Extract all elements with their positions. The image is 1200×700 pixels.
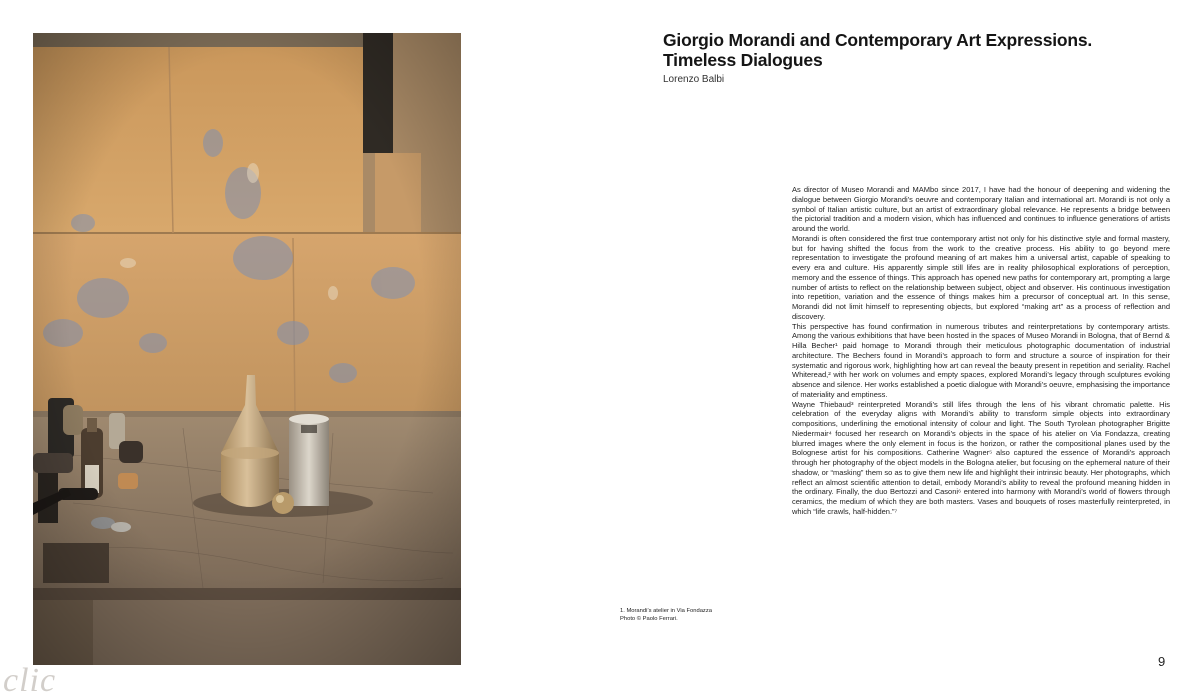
essay-body [792, 185, 1170, 517]
atelier-photograph [33, 33, 461, 665]
page-number: 9 [1158, 654, 1166, 669]
watermark: clic [3, 662, 57, 699]
paragraph: Wayne Thiebaud³ reinterpreted Morandi’s still lifes through the lens of his vibrant chromatic palette. His celebration of the everyday aligns with Morandi’s ability to transform simple objects into extraordinary compositions, underlining the emotional intensity of colour and light. The South Tyrolean photographer Brigitte Niedermair⁴ focused her research on Morandi’s objects in the space of his atelier on Via Fondazza, creating blurred images where the only element in focus is the horizon, or rather the compositional planes used by the Bolognese artist for his compositions. Catherine Wagner⁵ also captured the essence of Morandi’s approach through her photography of the object models in the Bologna atelier, but focusing on the ephemeral nature of their shadow, or “masking” them so as to give them new life and highlight their intrinsic beauty. Her photographs, which reflect an almost scientific attention to detail, embody Morandi’s ability to reveal the profound meaning hidden in the ordinary. Finally, the duo Bertozzi and Casoni⁶ entered into harmony with Morandi’s world of flowers through ceramics, the medium of which they are both masters. Vases and bouquets of roses masterfully reinterpreted, in which “life crawls, half-hidden.”⁷ [792, 399, 1170, 516]
title-line-2: Timeless Dialogues [663, 50, 823, 70]
photo-caption [620, 607, 770, 623]
photograph-morandi-atelier-icon [33, 33, 461, 665]
paragraph: Morandi is often considered the first true contemporary artist not only for his distinctive style and formal mastery, but for having shifted the focus from the work to the creative process. His ability to go beyond mere representation to investigate the profound meaning of art makes him a universal artist, capable of speaking to every era and culture. His apparently simple still lifes are in reality philosophical explorations of perception, memory and the essence of things. This approach has opened new paths for contemporary art, prompting a large number of artists to reflect on the relationship between subject, object and observer. His continuous investigation into repetition, variation and the essence of things makes him a precursor of conceptual art. In this sense, Morandi did not limit himself to representing objects, but explored “making art” as a process of reflection and discovery. [792, 233, 1170, 321]
paragraph: As director of Museo Morandi and MAMbo since 2017, I have had the honour of deepening and widening the dialogue between Giorgio Morandi’s oeuvre and contemporary Italian and international art. Morandi is not only a symbol of Italian artistic culture, but an artist of extraordinary global relevance. He represents a bridge between the pictorial tradition and a modern vision, which has influenced and continues to influence generations of artists around the world. [792, 185, 1170, 233]
essay-title [663, 30, 1183, 70]
caption-credit: Photo © Paolo Ferrari. [620, 616, 678, 622]
author-name: Lorenzo Balbi [663, 74, 725, 85]
title-line-1: Giorgio Morandi and Contemporary Art Expressions. [663, 30, 1093, 50]
caption-line: 1. Morandi’s atelier in Via Fondazza [620, 608, 712, 614]
paragraph: This perspective has found confirmation in numerous tributes and reinterpretations by contemporary artists. Among the various exhibitions that have been hosted in the spaces of Museo Morandi in Bologna, that of Bernd & Hilla Becher¹ paid homage to Morandi through their meticulous photographic documentation of industrial architecture. The Bechers found in Morandi’s approach to form and structure a source of inspiration for their systematic and rigorous work, highlighting how art can reveal the beauty present in repetition and seriality. Rachel Whiteread,² with her work on volumes and empty spaces, explored Morandi’s legacy through sculptures evoking absence and silence. Her works established a poetic dialogue with Morandi’s oeuvre, emphasising the importance of materiality and emptiness. [792, 321, 1170, 399]
